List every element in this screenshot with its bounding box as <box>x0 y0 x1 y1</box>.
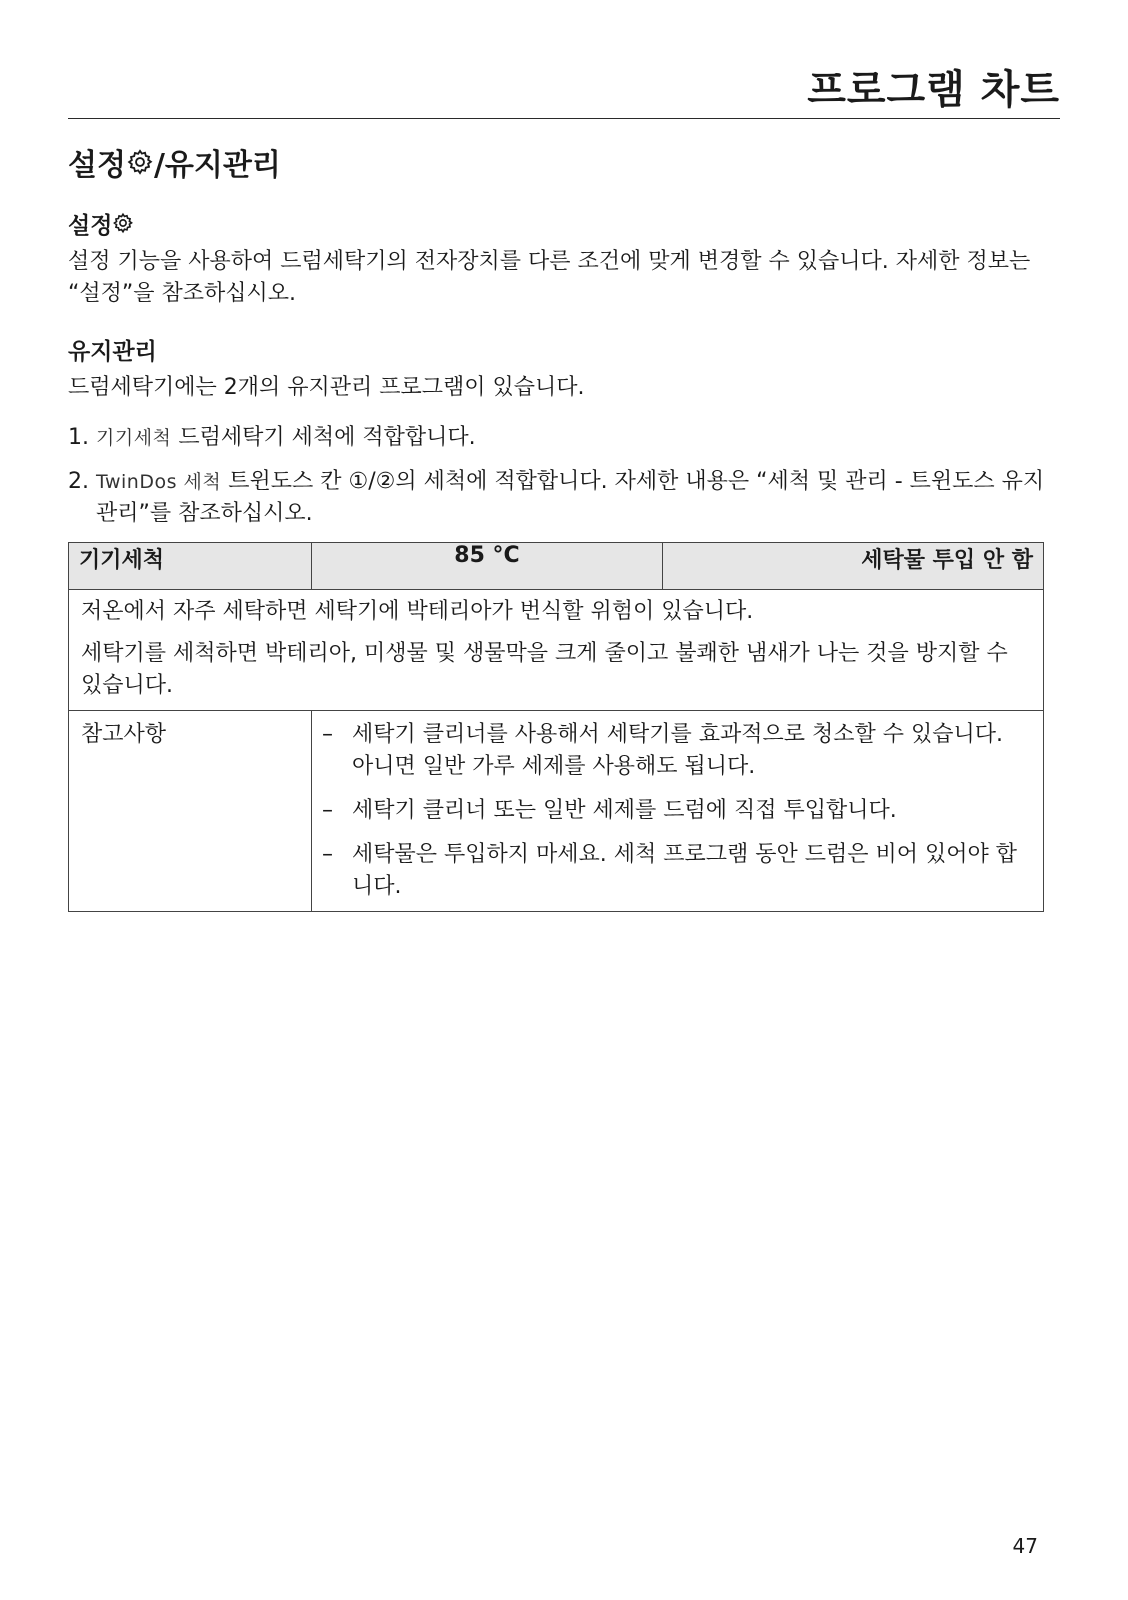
table-header-row <box>69 543 1044 590</box>
chapter-title: 프로그램 차트 <box>807 67 1060 113</box>
settings-heading-text: 설정 <box>68 212 113 239</box>
table-description <box>69 590 1044 711</box>
settings-text: 설정 기능을 사용하여 드럼세탁기의 전자장치를 다른 조건에 맞게 변경할 수 있습니다. 자세한 정보는 “설정”을 참조하십시오. <box>68 249 1031 306</box>
program-name: 기기세척 <box>96 427 172 449</box>
table-temperature: 85 °C <box>312 543 663 590</box>
list-item <box>322 795 1031 827</box>
maintenance-heading: 유지관리 <box>68 338 157 365</box>
main-content <box>68 140 1060 912</box>
note-list-cell <box>312 711 1044 912</box>
list-item-number: 1. <box>68 425 89 450</box>
description-paragraph: 저온에서 자주 세탁하면 세탁기에 박테리아가 번식할 위험이 있습니다. <box>81 599 754 624</box>
program-name: TwinDos 세척 <box>96 471 222 493</box>
list-item-number: 2. <box>68 469 89 494</box>
note-text: 세탁기 클리너 또는 일반 세제를 드럼에 직접 투입합니다. <box>352 798 897 823</box>
maintenance-intro: 드럼세탁기에는 2개의 유지관리 프로그램이 있습니다. <box>68 375 585 400</box>
page-header <box>68 58 1060 119</box>
page-number: 47 <box>1012 1534 1038 1558</box>
description-paragraph: 세탁기를 세척하면 박테리아, 미생물 및 생물막을 크게 줄이고 불쾌한 냄새가 나는 것을 방지할 수 있습니다. <box>81 641 1008 698</box>
program-table <box>68 542 1044 912</box>
table-row <box>69 711 1044 912</box>
section-title <box>68 140 1060 184</box>
section-title-suffix: /유지관리 <box>153 148 281 183</box>
note-text: 세탁기 클리너를 사용해서 세탁기를 효과적으로 청소할 수 있습니다. 아니면 일반 가루 세제를 사용해도 됩니다. <box>352 722 1004 779</box>
list-item <box>68 466 1060 530</box>
list-item-text: 드럼세탁기 세척에 적합합니다. <box>171 425 476 450</box>
note-label: 참고사항 <box>69 711 312 912</box>
list-item <box>322 719 1031 783</box>
section-title-prefix: 설정 <box>68 148 126 183</box>
dash-bullet: – <box>322 842 333 867</box>
gear-icon <box>112 212 134 234</box>
list-item-text: 트윈도스 칸 ①/②의 세척에 적합합니다. 자세한 내용은 “세척 및 관리 - 트윈도스 유지관리”를 참조하십시오. <box>96 469 1045 526</box>
list-item <box>322 839 1031 903</box>
table-program-name: 기기세척 <box>69 543 312 590</box>
dash-bullet: – <box>322 722 333 747</box>
table-row <box>69 590 1044 711</box>
list-item <box>68 422 1060 454</box>
note-list <box>322 719 1031 903</box>
note-text: 세탁물은 투입하지 마세요. 세척 프로그램 동안 드럼은 비어 있어야 합니다. <box>352 842 1017 899</box>
settings-heading <box>68 206 1060 240</box>
gear-icon <box>126 148 154 176</box>
maintenance-program-list <box>68 422 1060 530</box>
table-load: 세탁물 투입 안 함 <box>663 543 1044 590</box>
dash-bullet: – <box>322 798 333 823</box>
